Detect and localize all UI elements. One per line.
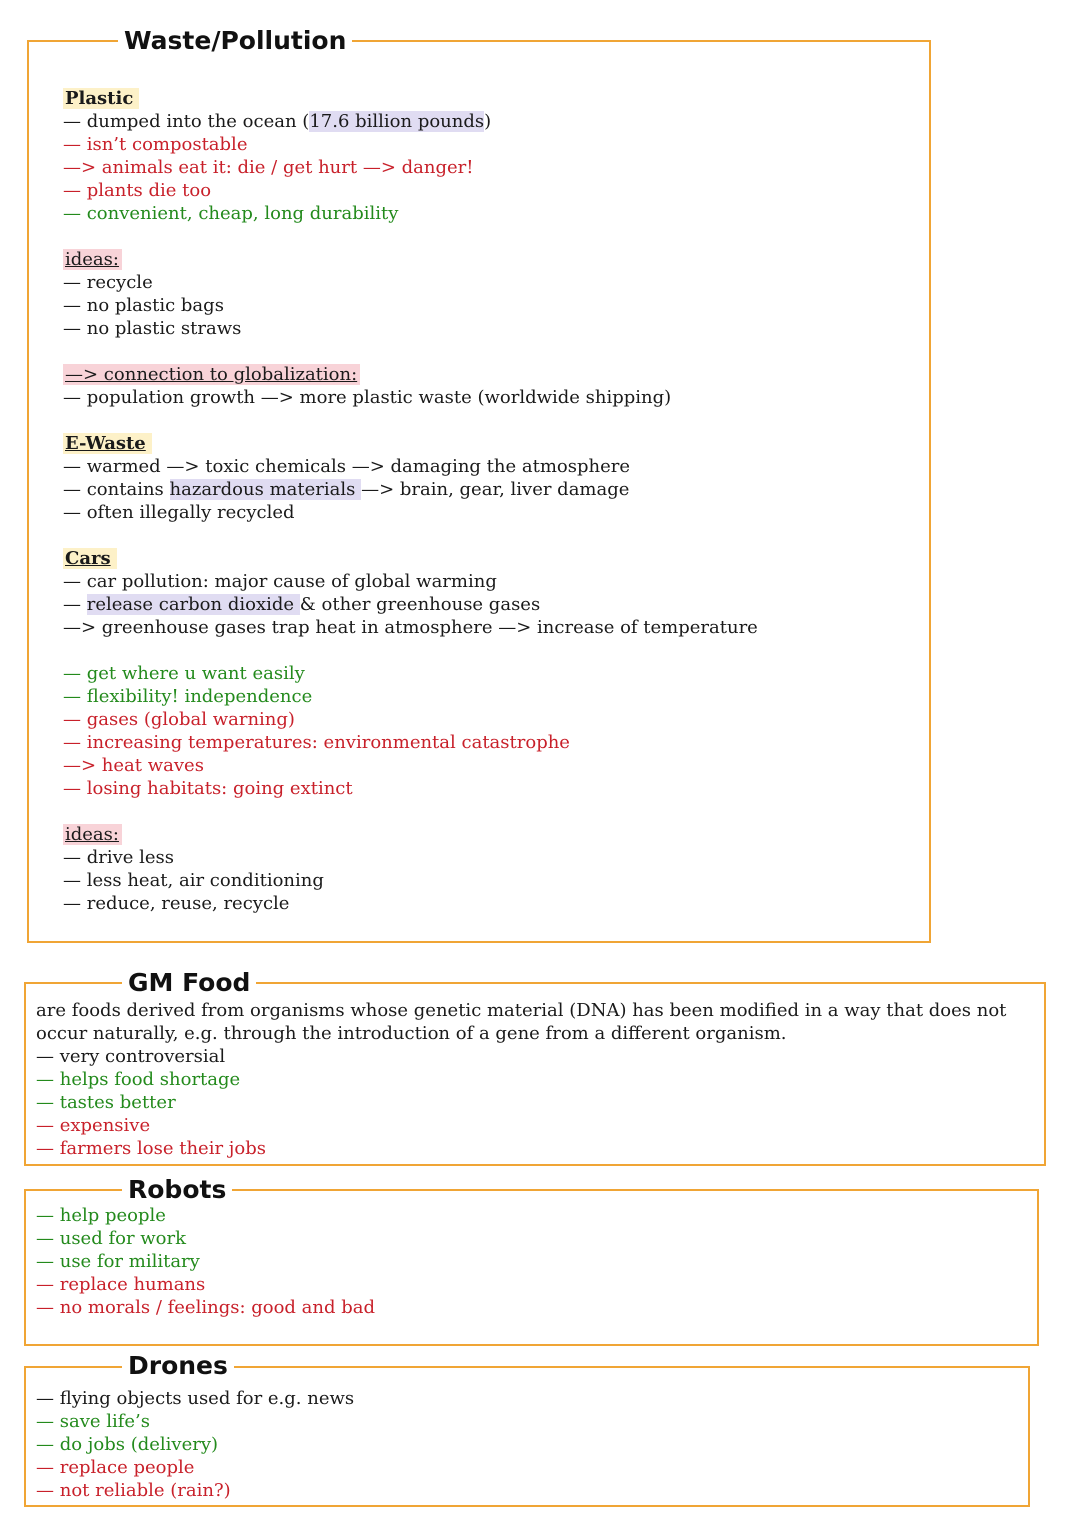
- robots-pro-2: — used for work: [36, 1228, 187, 1249]
- cars-line-3: —> greenhouse gases trap heat in atmosphere —> increase of temperature: [63, 617, 758, 638]
- ideas-heading-2: ideas:: [63, 824, 122, 845]
- gm-food-pro-1: — helps food shortage: [36, 1069, 241, 1090]
- robots-pro-3: — use for military: [36, 1251, 200, 1272]
- gm-food-con-1: — expensive: [36, 1115, 151, 1136]
- gm-food-neutral: — very controversial: [36, 1046, 226, 1067]
- ewaste-line-1: — warmed —> toxic chemicals —> damaging the atmosphere: [63, 456, 630, 477]
- ideas-2-item: — less heat, air conditioning: [63, 870, 324, 891]
- gm-food-con-2: — farmers lose their jobs: [36, 1138, 266, 1159]
- cars-pro-2: — flexibility! independence: [63, 686, 313, 707]
- robots-pro-1: — help people: [36, 1205, 166, 1226]
- robots-title: Robots: [122, 1175, 232, 1205]
- robots-content: [36, 1204, 1016, 1319]
- robots-con-1: — replace humans: [36, 1274, 206, 1295]
- plastic-line-5: — convenient, cheap, long durability: [63, 203, 399, 224]
- ideas-1-item: — no plastic bags: [63, 295, 224, 316]
- cars-heading: Cars: [63, 548, 117, 569]
- cars-line-2: — release carbon dioxide & other greenhouse gases: [63, 594, 541, 615]
- drones-con-1: — replace people: [36, 1457, 195, 1478]
- ideas-2-item: — drive less: [63, 847, 175, 868]
- cars-con-3: —> heat waves: [63, 755, 204, 776]
- drones-neutral: — flying objects used for e.g. news: [36, 1388, 355, 1409]
- cars-con-1: — gases (global warning): [63, 709, 295, 730]
- drones-pro-1: — save life’s: [36, 1411, 151, 1432]
- plastic-line-3: —> animals eat it: die / get hurt —> danger!: [63, 157, 474, 178]
- cars-con-4: — losing habitats: going extinct: [63, 778, 353, 799]
- plastic-heading: Plastic: [63, 88, 139, 109]
- ewaste-line-3: — often illegally recycled: [63, 502, 295, 523]
- drones-con-2: — not reliable (rain?): [36, 1480, 231, 1501]
- gm-food-definition: are foods derived from organisms whose genetic material (DNA) has been modified in a way that does not occur naturally, e.g. through the introduction of a gene from a different organism.: [36, 1000, 1007, 1044]
- drones-title: Drones: [122, 1351, 234, 1381]
- ideas-1-item: — recycle: [63, 272, 153, 293]
- plastic-line-4: — plants die too: [63, 180, 212, 201]
- ideas-1-item: — no plastic straws: [63, 318, 242, 339]
- drones-pro-2: — do jobs (delivery): [36, 1434, 219, 1455]
- connection-line: — population growth —> more plastic waste (worldwide shipping): [63, 387, 672, 408]
- ewaste-heading: E-Waste: [63, 433, 152, 454]
- plastic-line-1: — dumped into the ocean (17.6 billion pounds): [63, 111, 492, 132]
- plastic-line-2: — isn’t compostable: [63, 134, 248, 155]
- connection-heading: —> connection to globalization:: [63, 364, 360, 385]
- gm-food-title: GM Food: [122, 968, 256, 998]
- cars-pro-1: — get where u want easily: [63, 663, 305, 684]
- gm-food-pro-2: — tastes better: [36, 1092, 176, 1113]
- cars-con-2: — increasing temperatures: environmental catastrophe: [63, 732, 570, 753]
- robots-con-2: — no morals / feelings: good and bad: [36, 1297, 376, 1318]
- ewaste-line-2: — contains hazardous materials —> brain, gear, liver damage: [63, 479, 630, 500]
- waste-pollution-content: [63, 87, 903, 915]
- ideas-2-item: — reduce, reuse, recycle: [63, 893, 290, 914]
- waste-pollution-title: Waste/Pollution: [118, 26, 352, 56]
- gm-food-content: [36, 999, 1026, 1160]
- cars-line-1: — car pollution: major cause of global warming: [63, 571, 497, 592]
- ideas-heading-1: ideas:: [63, 249, 122, 270]
- drones-content: [36, 1387, 1006, 1502]
